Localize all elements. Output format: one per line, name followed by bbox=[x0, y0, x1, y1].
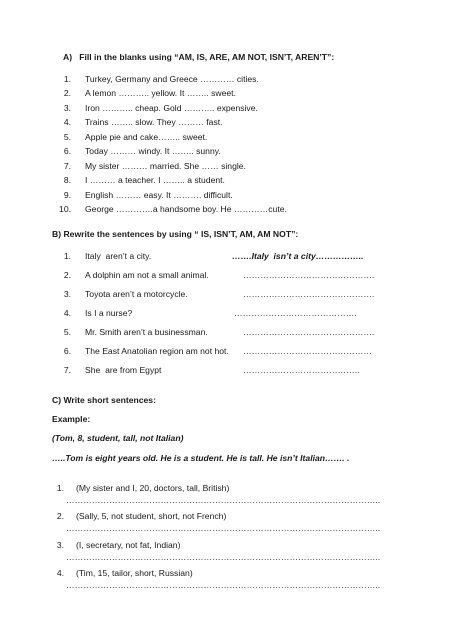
a-item-3-text: Iron ……….. cheap. Gold ……….. expensive. bbox=[85, 103, 258, 113]
c-item-2-answer-line: ……………………………………………………………………………………………….. bbox=[66, 523, 381, 533]
a-item-6-text: Today ……… windy. It …….. sunny. bbox=[85, 146, 221, 156]
a-item-4-number: 4. bbox=[63, 117, 71, 127]
a-item-7-number: 7. bbox=[63, 161, 71, 171]
b-item-4-number: 4. bbox=[63, 308, 71, 318]
a-item-9-number: 9. bbox=[63, 190, 71, 200]
c-item-3-text: (I, secretary, not fat, Indian) bbox=[76, 540, 181, 550]
a-item-4-text: Trains …….. slow. They ……… fast. bbox=[85, 117, 223, 127]
b-item-1-answer: …….Italy isn’t a city…………….. bbox=[232, 251, 364, 261]
b-item-3-text: Toyota aren’t a motorcycle. bbox=[85, 289, 188, 299]
a-item-5-number: 5. bbox=[63, 132, 71, 142]
example-label: Example: bbox=[52, 414, 91, 424]
b-item-1-number: 1. bbox=[63, 251, 71, 261]
b-item-6-number: 6. bbox=[63, 346, 71, 356]
c-item-1-text: (My sister and I, 20, doctors, tall, British) bbox=[76, 483, 230, 493]
b-item-3-number: 3. bbox=[63, 289, 71, 299]
a-item-2-number: 2. bbox=[63, 88, 71, 98]
b-item-7-number: 7. bbox=[63, 365, 71, 375]
example-prompt: (Tom, 8, student, tall, not Italian) bbox=[52, 433, 184, 443]
c-item-1-answer-line: ……………………………………………………………………………………………….. bbox=[66, 495, 381, 505]
a-item-8-text: I ……… a teacher. I …….. a student. bbox=[85, 175, 225, 185]
b-item-4-answer-line: ……………………………………. bbox=[234, 308, 357, 318]
b-item-2-text: A dolphin am not a small animal. bbox=[85, 270, 209, 280]
b-item-7-answer-line: ………………………………….. bbox=[243, 365, 360, 375]
section-b-heading: B) Rewrite the sentences by using “ IS, ISN’T, AM, AM NOT”: bbox=[52, 229, 299, 239]
c-item-4-text: (Tim, 15, tailor, short, Russian) bbox=[76, 568, 193, 578]
a-item-10-text: George ………….a handsome boy. He …………cute. bbox=[85, 204, 287, 214]
a-item-2-text: A lemon ……….. yellow. It …….. sweet. bbox=[85, 88, 236, 98]
b-item-4-text: Is I a nurse? bbox=[85, 308, 133, 318]
b-item-2-number: 2. bbox=[63, 270, 71, 280]
a-item-5-text: Apple pie and cake…….. sweet. bbox=[85, 132, 208, 142]
b-item-5-number: 5. bbox=[63, 327, 71, 337]
a-item-1-text: Turkey, Germany and Greece ………… cities. bbox=[85, 74, 259, 84]
b-item-2-answer-line: ………………………………………. bbox=[243, 270, 375, 280]
c-item-1-number: 1. bbox=[56, 483, 64, 493]
a-item-3-number: 3. bbox=[63, 103, 71, 113]
b-item-1-text: Italy aren’t a city. bbox=[85, 251, 152, 261]
c-item-2-number: 2. bbox=[56, 511, 64, 521]
a-item-7-text: My sister ……… married. She …… single. bbox=[85, 161, 246, 171]
section-c-heading: C) Write short sentences: bbox=[52, 395, 156, 405]
b-item-7-text: She are from Egypt bbox=[85, 365, 162, 375]
a-item-6-number: 6. bbox=[63, 146, 71, 156]
a-item-8-number: 8. bbox=[63, 175, 71, 185]
example-answer: …..Tom is eight years old. He is a student. He is tall. He isn’t Italian……. . bbox=[52, 453, 350, 463]
c-item-4-number: 4. bbox=[56, 568, 64, 578]
section-a-heading: A) Fill in the blanks using “AM, IS, ARE, AM NOT, ISN’T, AREN’T”: bbox=[63, 52, 335, 62]
b-item-5-answer-line: ………………………………………. bbox=[243, 327, 375, 337]
c-item-4-answer-line: ……………………………………………………………………………………………….. bbox=[66, 580, 381, 590]
a-item-10-number: 10. bbox=[59, 204, 71, 214]
b-item-3-answer-line: ………………………………………. bbox=[243, 289, 375, 299]
b-item-5-text: Mr. Smith aren’t a businessman. bbox=[85, 327, 208, 337]
c-item-3-number: 3. bbox=[56, 540, 64, 550]
c-item-2-text: (Sally, 5, not student, short, not French) bbox=[76, 511, 227, 521]
c-item-3-answer-line: ……………………………………………………………………………………………….. bbox=[66, 552, 381, 562]
b-item-6-text: The East Anatolian region am not hot. bbox=[85, 346, 229, 356]
b-item-6-answer-line: ……………………………………… bbox=[243, 346, 372, 356]
a-item-1-number: 1. bbox=[63, 74, 71, 84]
a-item-9-text: English ……… easy. It ………. difficult. bbox=[85, 190, 233, 200]
